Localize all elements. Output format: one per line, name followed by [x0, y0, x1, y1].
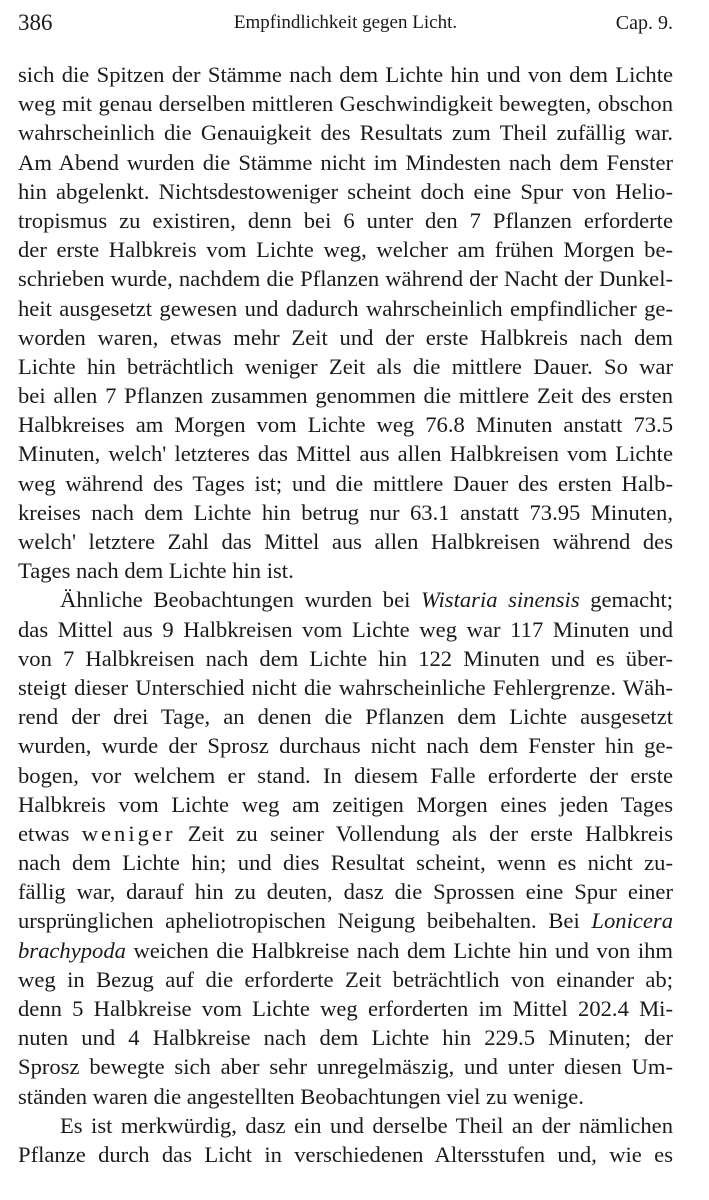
text-line: sich die Spitzen der Stämme nach dem Lichte hin und von dem Lichte — [18, 62, 673, 87]
text-run: ursprünglichen apheliotropischen Neigung beibehalten. Bei — [18, 908, 592, 934]
paragraph-3 — [18, 1111, 673, 1169]
text-line — [18, 585, 673, 614]
text-line: denn 5 Halbkreise vom Lichte weg erforderten im Mittel 202.4 Mi- — [18, 996, 673, 1021]
text-line: Sprosz bewegte sich aber sehr unregelmäszig, und unter diesen Um- — [18, 1054, 673, 1080]
text-line: Minuten, welch' letzteres das Mittel aus allen Halbkreisen vom Lichte — [18, 441, 673, 467]
text-line — [18, 819, 673, 848]
running-title: Empfindlichkeit gegen Licht. — [233, 12, 458, 33]
text-line: rend der drei Tage, an denen die Pflanzen dem Lichte ausgesetzt — [18, 704, 673, 730]
page-number: 386 — [18, 10, 53, 35]
emphasized-word: weniger — [81, 820, 176, 846]
text-line: hin abgelenkt. Nichtsdestoweniger scheint doch eine Spur von Helio- — [18, 178, 673, 204]
text-line: Am Abend wurden die Stämme nicht im Mindesten nach dem Fenster — [18, 149, 673, 175]
species-name: brachypoda — [18, 937, 126, 963]
text-run: Zeit zu seiner Vollendung als der erste Halbkreis — [175, 820, 673, 846]
text-line: weg mit genau derselben mittleren Geschwindigkeit bewegten, obschon — [18, 91, 673, 117]
species-name: Lonicera — [591, 908, 673, 934]
text-line: heit ausgesetzt gewesen und dadurch wahrscheinlich empfindlicher ge- — [18, 295, 673, 321]
text-line: welch' letztere Zahl das Mittel aus allen Halbkreisen während des — [18, 529, 673, 554]
text-run: weichen die Halbkreise nach dem Lichte hin und von ihm — [125, 937, 673, 963]
text-line: Lichte hin beträchtlich weniger Zeit als die mittlere Dauer. So war — [18, 353, 673, 379]
text-line: tropismus zu existiren, denn bei 6 unter den 7 Pflanzen erforderte — [18, 207, 673, 233]
text-line: Halbkreis vom Lichte weg am zeitigen Morgen eines jeden Tages — [18, 791, 673, 817]
species-name: Wistaria sinensis — [420, 587, 580, 613]
text-line: weg während des Tages ist; und die mittlere Dauer des ersten Halb- — [18, 470, 673, 496]
paragraph-1 — [18, 60, 673, 585]
chapter-label: Cap. 9. — [615, 12, 673, 34]
text-line: das Mittel aus 9 Halbkreisen vom Lichte weg war 117 Minuten und — [18, 616, 673, 642]
text-line: schrieben wurde, nachdem die Pflanzen während der Nacht der Dunkel- — [18, 266, 673, 292]
text-line: wahrscheinlich die Genauigkeit des Resultats zum Theil zufällig war. — [18, 120, 673, 146]
text-line: kreises nach dem Lichte hin betrug nur 63.1 anstatt 73.95 Minuten, — [18, 499, 673, 525]
text-line: nuten und 4 Halbkreise nach dem Lichte hin 229.5 Minuten; der — [18, 1025, 673, 1051]
text-line: bei allen 7 Pflanzen zusammen genommen die mittlere Zeit des ersten — [18, 383, 673, 409]
text-line: weg in Bezug auf die erforderte Zeit beträchtlich von einander ab; — [18, 966, 673, 992]
page-header — [18, 10, 673, 40]
body-text — [18, 60, 673, 1169]
text-line: wurden, wurde der Sprosz durchaus nicht nach dem Fenster hin ge- — [18, 733, 673, 759]
text-line: Halbkreises am Morgen vom Lichte weg 76.8 Minuten anstatt 73.5 — [18, 412, 673, 438]
text-line: Pflanze durch das Licht in verschiedenen Altersstufen und, wie es — [18, 1141, 673, 1167]
text-run: Ähnliche Beobachtungen wurden bei — [60, 587, 421, 613]
text-line: nach dem Lichte hin; und dies Resultat scheint, wenn es nicht zu- — [18, 850, 673, 876]
text-run: gemacht; — [579, 587, 673, 613]
text-line — [18, 906, 673, 935]
text-run: etwas — [18, 820, 82, 846]
text-line: Es ist merkwürdig, dasz ein und derselbe Theil an der nämlichen — [60, 1112, 673, 1138]
text-line: worden waren, etwas mehr Zeit und der erste Halbkreis nach dem — [18, 324, 673, 350]
text-line: von 7 Halbkreisen nach dem Lichte hin 122 Minuten und es über- — [18, 645, 673, 671]
text-line — [18, 936, 673, 965]
text-line: fällig war, darauf hin zu deuten, dasz die Sprossen eine Spur einer — [18, 879, 673, 905]
text-line: Tages nach dem Lichte hin ist. — [18, 558, 294, 584]
text-line: ständen waren die angestellten Beobachtungen viel zu wenige. — [18, 1083, 584, 1109]
text-line: bogen, vor welchem er stand. In diesem Falle erforderte der erste — [18, 762, 673, 788]
paragraph-2 — [18, 585, 673, 1110]
text-line: der erste Halbkreis vom Lichte weg, welcher am frühen Morgen be- — [18, 237, 673, 263]
text-line: steigt dieser Unterschied nicht die wahrscheinliche Fehlergrenze. Wäh- — [18, 674, 673, 700]
